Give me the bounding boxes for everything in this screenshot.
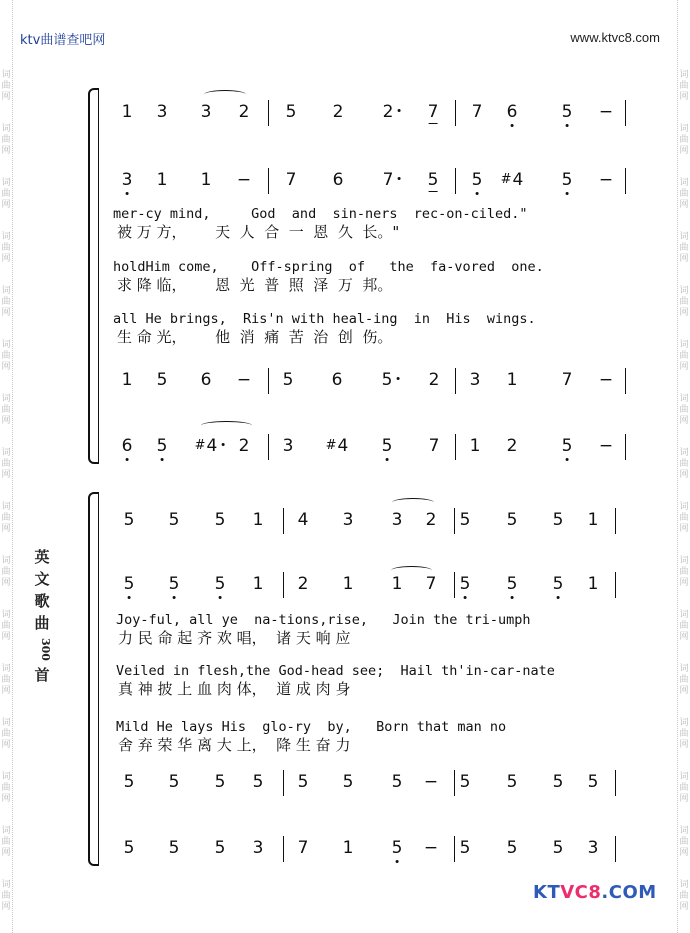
note: 4 — [297, 510, 309, 530]
note: 5 — [168, 838, 180, 858]
system-bracket — [88, 88, 99, 464]
note: 1 — [469, 436, 481, 456]
note: 1 — [587, 510, 599, 530]
watermark-glyphs: 词 曲 网 — [679, 664, 689, 696]
note: 3 — [587, 838, 599, 858]
note: 7 — [561, 370, 573, 390]
note: 5 — [460, 573, 471, 595]
watermark-glyphs: 词 曲 网 — [1, 232, 11, 264]
note: 5 — [169, 573, 180, 595]
watermark-glyphs: 词 曲 网 — [1, 340, 11, 372]
note: 5 — [562, 169, 573, 191]
bar-line — [455, 168, 456, 194]
bar-line — [283, 508, 284, 534]
watermark-glyphs: 词 曲 网 — [1, 718, 11, 750]
note: 5 — [123, 510, 135, 530]
slur — [201, 421, 252, 430]
lyric-english: mer-cy mind, God and sin-ners rec-on-ciled." — [113, 206, 528, 222]
watermark-glyphs: 词 曲 网 — [679, 718, 689, 750]
side-book-title: 英 文 歌 曲 300 首 — [34, 548, 52, 684]
watermark-glyphs: 词 曲 网 — [679, 178, 689, 210]
note: 3 — [252, 838, 264, 858]
note: 5 — [282, 370, 294, 390]
note-dash: − — [598, 102, 614, 122]
note: 7 — [471, 102, 483, 122]
logo-part-vc8: VC8 — [560, 882, 602, 903]
watermark-glyphs: 词 曲 网 — [679, 286, 689, 318]
lyric-english: holdHim come, Off-spring of the fa-vored one. — [113, 259, 544, 275]
note: 5 — [391, 772, 403, 792]
bar-line — [455, 368, 456, 394]
bar-line — [454, 770, 455, 796]
note: 5 — [123, 838, 135, 858]
note-dash: − — [423, 772, 439, 792]
watermark-glyphs: 词 曲 网 — [679, 772, 689, 804]
bar-line — [615, 836, 616, 862]
site-url-right: www.ktvc8.com — [570, 30, 660, 45]
watermark-glyphs: 词 曲 网 — [679, 502, 689, 534]
note-dash: − — [236, 370, 252, 390]
site-name-left: ktv曲谱查吧网 — [20, 33, 106, 48]
bar-line — [454, 508, 455, 534]
watermark-glyphs: 词 曲 网 — [679, 826, 689, 858]
slur — [391, 566, 432, 575]
note-dash: − — [598, 370, 614, 390]
note: 5 — [392, 837, 403, 859]
note: 1 — [156, 170, 168, 190]
note: 5 — [562, 101, 573, 123]
note: 1 — [587, 574, 599, 594]
bar-line — [454, 572, 455, 598]
lyric-english: Joy-ful, all ye na-tions,rise, Join the tri-umph — [116, 612, 531, 628]
lyric-english: Mild He lays His glo-ry by, Born that man no — [116, 719, 507, 735]
note: 5 — [459, 838, 471, 858]
bar-line — [454, 836, 455, 862]
note: 5 — [168, 510, 180, 530]
note: #4 — [195, 435, 218, 457]
note: 1 — [342, 838, 354, 858]
note: 5 — [552, 772, 564, 792]
note: 1 — [252, 510, 264, 530]
watermark-glyphs: 词 曲 网 — [1, 124, 11, 156]
bar-line — [455, 434, 456, 460]
note: 3 — [469, 370, 481, 390]
note: 2 — [425, 510, 437, 530]
note: 7 — [383, 169, 394, 191]
watermark-glyphs: 词 曲 网 — [679, 340, 689, 372]
bar-line — [268, 100, 269, 126]
note: 5 — [552, 510, 564, 530]
note: 5 — [506, 772, 518, 792]
lyric-english: all He brings, Ris'n with heal-ing in His wings. — [113, 311, 536, 327]
note: 5 — [214, 838, 226, 858]
note: #4 — [325, 436, 349, 456]
note: 5 — [214, 772, 226, 792]
note: 5 — [214, 510, 226, 530]
bar-line — [625, 434, 626, 460]
watermark-glyphs: 词 曲 网 — [1, 286, 11, 318]
bar-line — [455, 100, 456, 126]
note: 5 — [123, 772, 135, 792]
note-dash: − — [423, 838, 439, 858]
watermark-glyphs: 词 曲 网 — [679, 556, 689, 588]
note-dash: − — [236, 170, 252, 190]
bar-line — [615, 508, 616, 534]
lyric-chinese: 真 神 披 上 血 肉 体， 道 成 肉 身 — [118, 680, 351, 698]
watermark-glyphs: 词 曲 网 — [679, 70, 689, 102]
watermark-glyphs: 词 曲 网 — [679, 124, 689, 156]
note: 7 — [297, 838, 309, 858]
system-bracket — [88, 492, 99, 866]
note: 5 — [157, 435, 168, 457]
note: 1 — [200, 170, 212, 190]
watermark-glyphs: 词 曲 网 — [1, 880, 11, 912]
note: 5 — [427, 170, 439, 190]
note: 2 — [332, 102, 344, 122]
watermark-glyphs: 词 曲 网 — [1, 448, 11, 480]
note: 5 — [297, 772, 309, 792]
watermark-glyphs: 词 曲 网 — [1, 70, 11, 102]
logo-part-kt: KT — [533, 882, 561, 903]
note: 7 — [285, 170, 297, 190]
note: 7 — [427, 102, 439, 122]
note: #4 — [500, 170, 524, 190]
note: 1 — [121, 102, 133, 122]
bar-line — [283, 572, 284, 598]
note: 5 — [382, 369, 393, 391]
note: 6 — [122, 435, 133, 457]
note: 6 — [507, 101, 518, 123]
bar-line — [268, 168, 269, 194]
logo-part-com: .COM — [601, 882, 657, 903]
note: 2 — [238, 102, 250, 122]
note: 5 — [156, 370, 168, 390]
note: 1 — [391, 574, 403, 594]
lyric-chinese: 舍 弃 荣 华 离 大 上， 降 生 奋 力 — [118, 736, 351, 754]
note: 5 — [552, 838, 564, 858]
lyric-chinese: 力 民 命 起 齐 欢 唱， 诸 天 响 应 — [118, 629, 351, 647]
note: 6 — [200, 370, 212, 390]
bar-line — [625, 368, 626, 394]
lyric-chinese: 求 降 临， 恩 光 普 照 泽 万 邦。 — [117, 276, 393, 294]
note-dash: − — [598, 436, 614, 456]
watermark-glyphs: 词 曲 网 — [679, 610, 689, 642]
note: 5 — [506, 838, 518, 858]
watermark-glyphs: 词 曲 网 — [1, 556, 11, 588]
note: 2 — [428, 370, 440, 390]
note: 3 — [122, 169, 133, 191]
bar-line — [268, 368, 269, 394]
note: 2 — [506, 436, 518, 456]
watermark-glyphs: 词 曲 网 — [1, 178, 11, 210]
bar-line — [283, 836, 284, 862]
watermark-glyphs: 词 曲 网 — [1, 772, 11, 804]
note: 3 — [342, 510, 354, 530]
watermark-glyphs: 词 曲 网 — [679, 448, 689, 480]
note: 5 — [252, 772, 264, 792]
note-dash: − — [598, 170, 614, 190]
watermark-glyphs: 词 曲 网 — [679, 394, 689, 426]
bar-line — [625, 168, 626, 194]
note: 1 — [121, 370, 133, 390]
watermark-glyphs: 词 曲 网 — [1, 664, 11, 696]
note: 5 — [562, 435, 573, 457]
note: 5 — [215, 573, 226, 595]
note: 5 — [472, 169, 483, 191]
watermark-glyphs: 词 曲 网 — [1, 502, 11, 534]
note: 5 — [459, 510, 471, 530]
bar-line — [615, 770, 616, 796]
lyric-chinese: 被 万 方， 天 人 合 一 恩 久 长。" — [117, 223, 400, 241]
note: 6 — [331, 370, 343, 390]
note: 5 — [342, 772, 354, 792]
bar-line — [625, 100, 626, 126]
note: 5 — [285, 102, 297, 122]
note: 5 — [168, 772, 180, 792]
watermark-glyphs: 词 曲 网 — [679, 880, 689, 912]
bar-line — [268, 434, 269, 460]
note: 2 — [383, 101, 394, 123]
note: 5 — [506, 510, 518, 530]
note: 3 — [391, 510, 403, 530]
slur — [204, 90, 246, 99]
note: 6 — [332, 170, 344, 190]
lyric-chinese: 生 命 光， 他 消 痛 苦 治 创 伤。 — [117, 328, 393, 346]
note: 1 — [252, 574, 264, 594]
note: 5 — [553, 573, 564, 595]
note: 3 — [156, 102, 168, 122]
note: 2 — [238, 436, 250, 456]
note: 5 — [382, 435, 393, 457]
watermark-glyphs: 词 曲 网 — [1, 610, 11, 642]
watermark-glyphs: 词 曲 网 — [1, 394, 11, 426]
note: 7 — [425, 574, 437, 594]
slur — [392, 498, 434, 507]
bar-line — [283, 770, 284, 796]
note: 5 — [459, 772, 471, 792]
note: 2 — [297, 574, 309, 594]
site-logo — [533, 882, 657, 903]
note: 5 — [507, 573, 518, 595]
note: 1 — [506, 370, 518, 390]
bar-line — [615, 572, 616, 598]
note: 3 — [200, 102, 212, 122]
note: 5 — [587, 772, 599, 792]
note: 5 — [124, 573, 135, 595]
watermark-glyphs: 词 曲 网 — [1, 826, 11, 858]
lyric-english: Veiled in flesh,the God-head see; Hail th'in-car-nate — [116, 663, 555, 679]
note: 7 — [428, 436, 440, 456]
note: 1 — [342, 574, 354, 594]
note: 3 — [282, 436, 294, 456]
watermark-glyphs: 词 曲 网 — [679, 232, 689, 264]
